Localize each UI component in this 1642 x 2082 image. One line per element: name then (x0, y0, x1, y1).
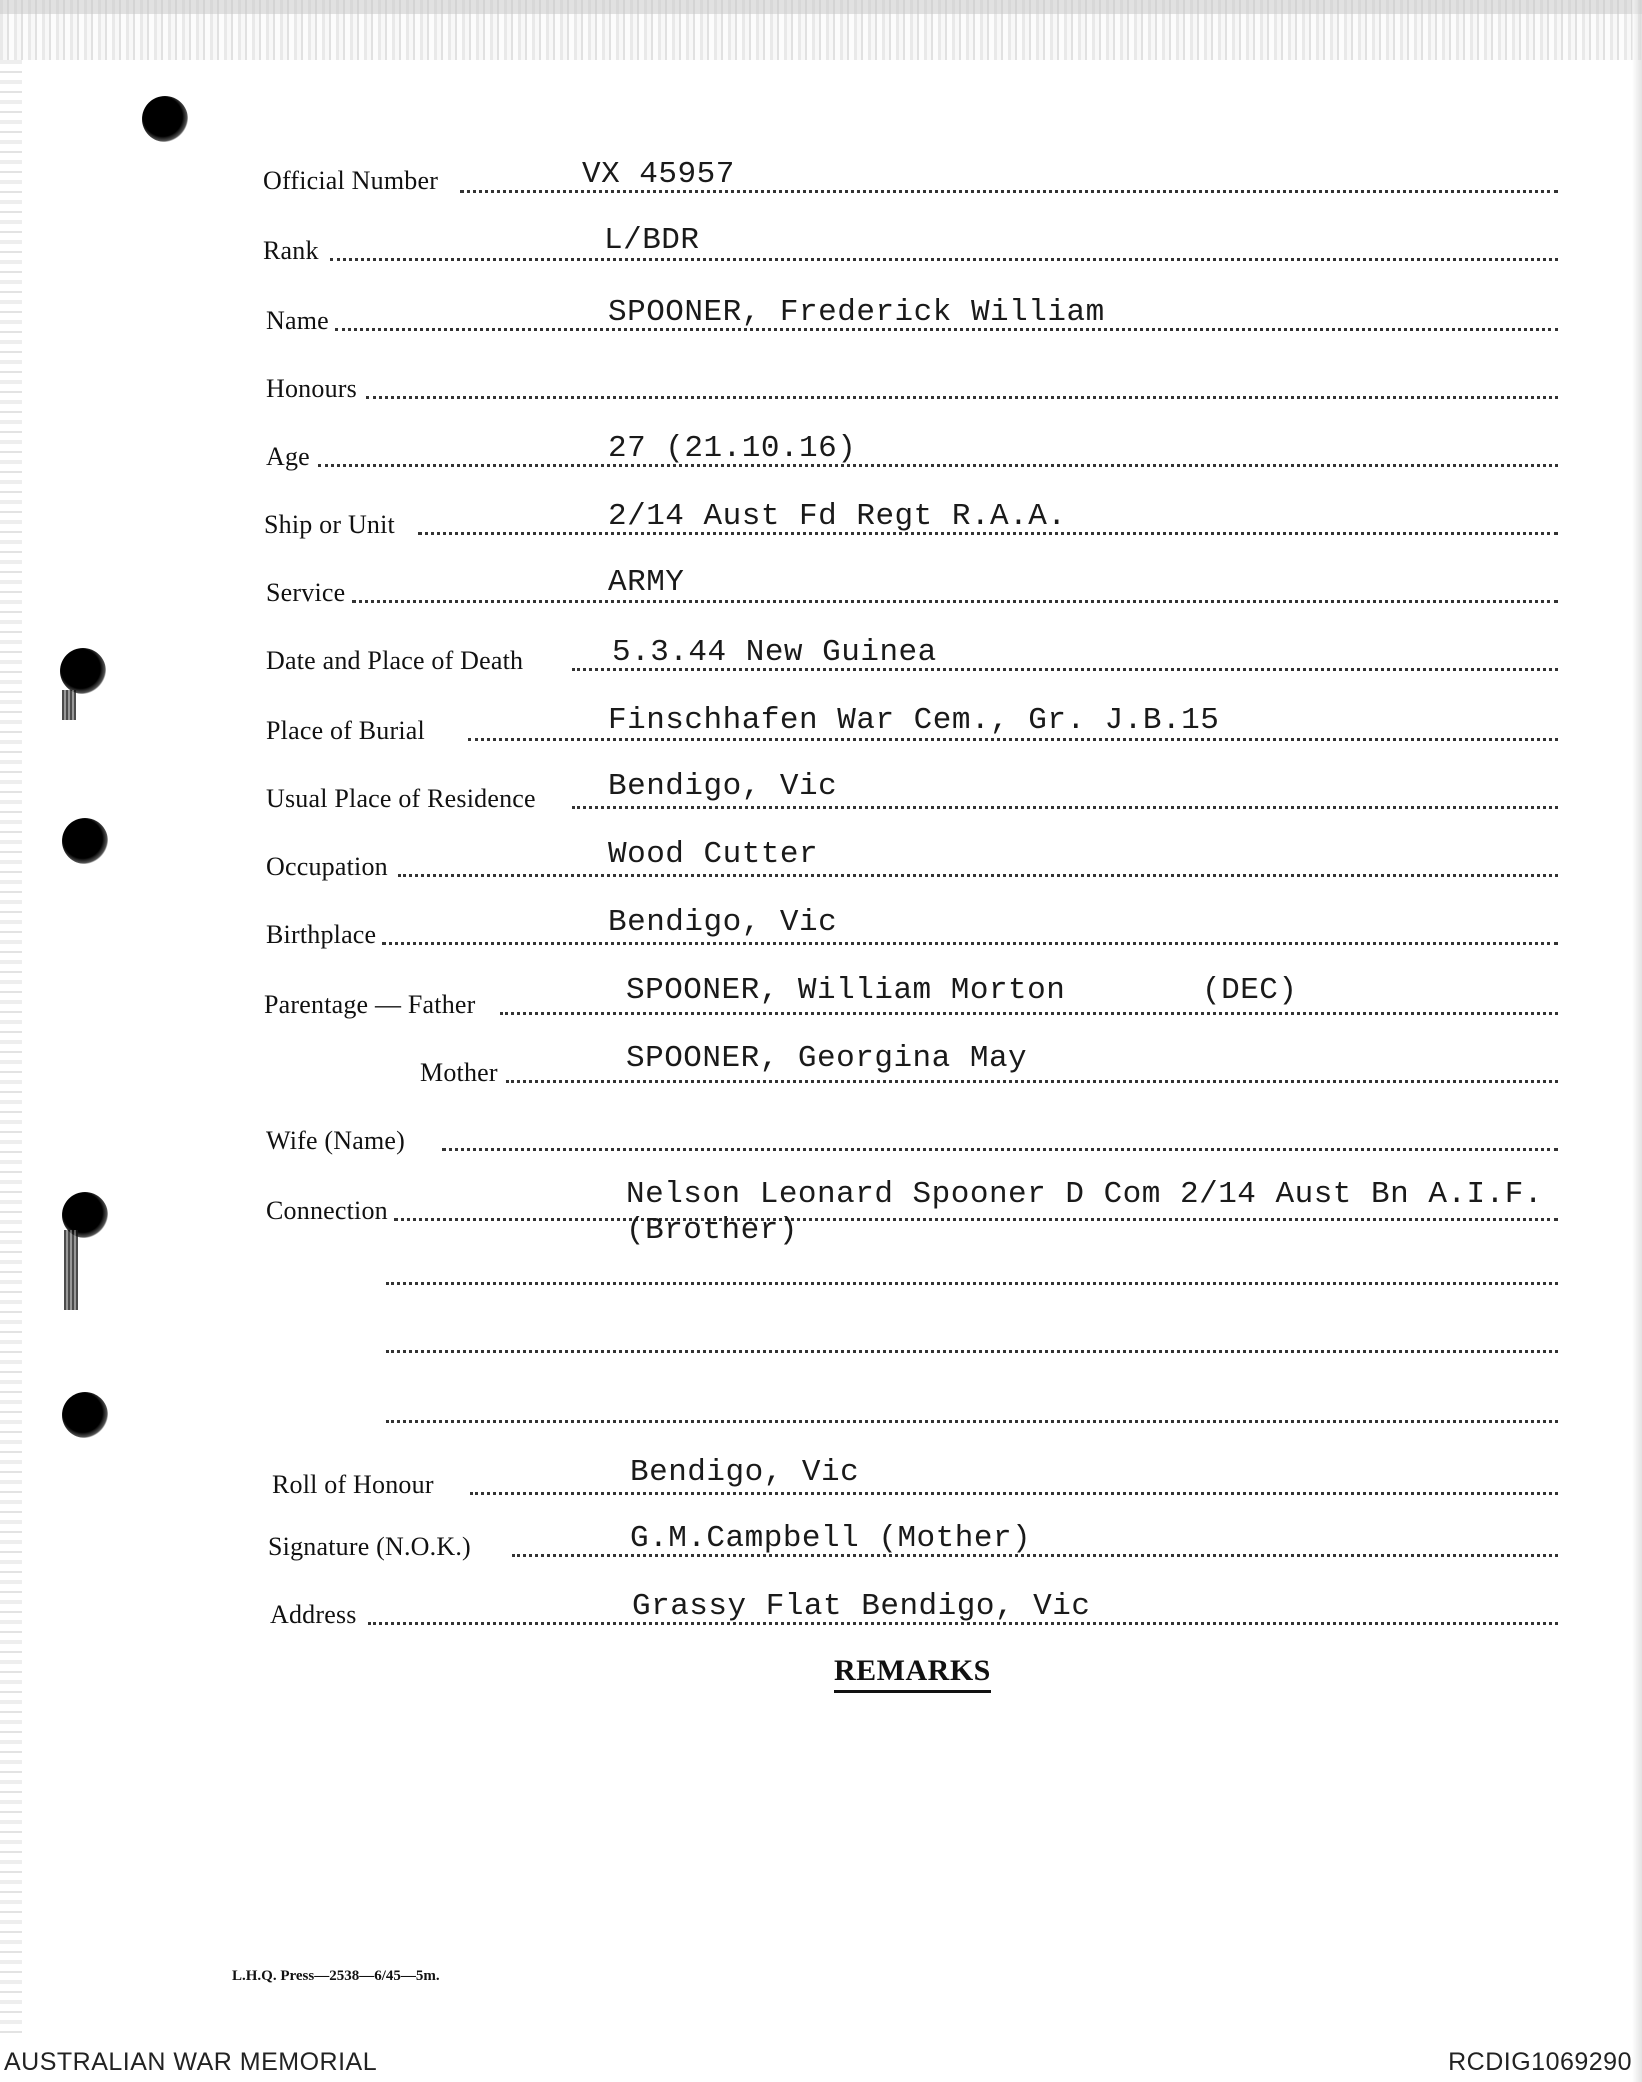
age-value: 27 (21.10.16) (608, 431, 857, 466)
punch-hole (60, 648, 106, 694)
dotted-line (366, 396, 1558, 399)
dotted-line (572, 806, 1558, 809)
connection-label: Connection (266, 1196, 388, 1225)
mother-label: Mother (420, 1058, 498, 1087)
mother-value: SPOONER, Georgina May (626, 1041, 1028, 1076)
father-note: (DEC) (1202, 973, 1298, 1008)
scan-edge-right (1632, 0, 1642, 2082)
connection-value-line2: (Brother) (626, 1213, 798, 1248)
honours-label: Honours (266, 374, 357, 403)
dotted-line (386, 1282, 1558, 1285)
ship-or-unit-label: Ship or Unit (264, 510, 395, 539)
signature-label: Signature (N.O.K.) (268, 1532, 471, 1561)
service-value: ARMY (608, 565, 685, 600)
official-number-label: Official Number (263, 166, 439, 195)
footer-institution: AUSTRALIAN WAR MEMORIAL (4, 2048, 378, 2076)
date-place-death-value: 5.3.44 New Guinea (612, 635, 937, 670)
age-label: Age (266, 442, 310, 471)
ship-or-unit-value: 2/14 Aust Fd Regt R.A.A. (608, 499, 1067, 534)
scan-edge-left (0, 60, 22, 2040)
father-label: Parentage — Father (264, 990, 476, 1019)
dotted-line (394, 1218, 1558, 1221)
roll-of-honour-label: Roll of Honour (272, 1470, 434, 1499)
punch-hole (142, 96, 188, 142)
dotted-line (470, 1492, 1558, 1495)
place-of-burial-label: Place of Burial (266, 716, 425, 745)
birthplace-label: Birthplace (266, 920, 377, 949)
print-reference: L.H.Q. Press—2538—6/45—5m. (232, 1968, 440, 1984)
rank-label: Rank (263, 236, 319, 265)
usual-residence-label: Usual Place of Residence (266, 784, 536, 813)
date-place-death-label: Date and Place of Death (266, 646, 524, 675)
occupation-value: Wood Cutter (608, 837, 819, 872)
footer-record-id: RCDIG1069290 (1448, 2048, 1632, 2076)
roll-of-honour-value: Bendigo, Vic (630, 1455, 860, 1490)
usual-residence-value: Bendigo, Vic (608, 769, 838, 804)
service-label: Service (266, 578, 346, 607)
name-label: Name (266, 306, 329, 335)
dotted-line (398, 874, 1558, 877)
dotted-line (382, 942, 1558, 945)
punch-hole-streak (62, 690, 76, 720)
signature-value: G.M.Campbell (Mother) (630, 1521, 1032, 1556)
place-of-burial-value: Finschhafen War Cem., Gr. J.B.15 (608, 703, 1220, 738)
wife-label: Wife (Name) (266, 1126, 406, 1155)
dotted-line (352, 600, 1558, 603)
dotted-line (330, 258, 1558, 261)
address-value: Grassy Flat Bendigo, Vic (632, 1589, 1091, 1624)
dotted-line (386, 1350, 1558, 1353)
name-value: SPOONER, Frederick William (608, 295, 1105, 330)
remarks-heading: REMARKS (834, 1654, 991, 1693)
punch-hole (62, 1392, 108, 1438)
address-label: Address (270, 1600, 357, 1629)
official-number-value: VX 45957 (582, 157, 735, 192)
dotted-line (500, 1012, 1558, 1015)
dotted-line (442, 1148, 1558, 1151)
father-value: SPOONER, William Morton (626, 973, 1066, 1008)
birthplace-value: Bendigo, Vic (608, 905, 838, 940)
connection-value: Nelson Leonard Spooner D Com 2/14 Aust Bn A.I.F. (626, 1177, 1543, 1212)
dotted-line (318, 464, 1558, 467)
dotted-line (468, 738, 1558, 741)
dotted-line (386, 1420, 1558, 1423)
dotted-line (506, 1080, 1558, 1083)
rank-value: L/BDR (604, 223, 700, 258)
occupation-label: Occupation (266, 852, 388, 881)
scan-edge-top (0, 0, 1642, 60)
punch-hole (62, 818, 108, 864)
punch-hole-streak (64, 1230, 78, 1310)
